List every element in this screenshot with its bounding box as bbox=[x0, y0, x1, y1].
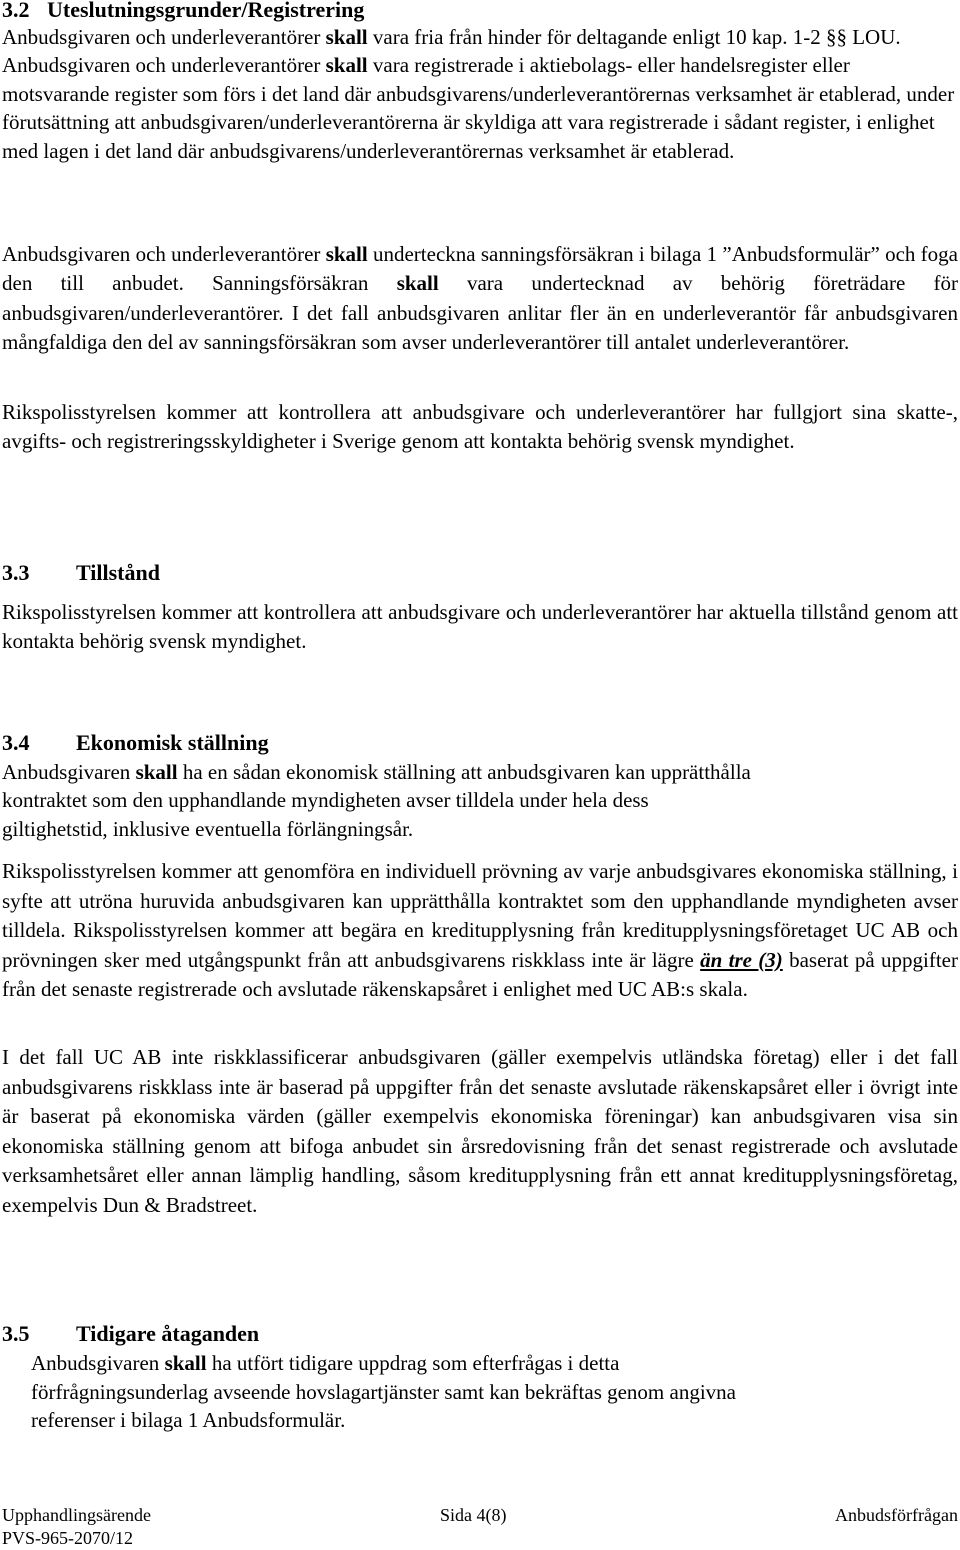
paragraph-riskklassificering: I det fall UC AB inte riskklassificerar anbudsgivaren (gäller exempelvis utländska företag) eller i det fall anbudsgivarens riskklass inte är baserad på uppgifter från det senaste avslutade räkenskapsåret eller i övrigt inte är baserat på ekonomiska värden (gäller exempelvis ekonomiska föreningar) kan anbudsgivaren visa sin ekonomiska ställning genom att bifoga anbudet sin årsredovisning från det senast registrerade och avslutade verksamhetsåret eller annan lämplig handling, såsom kreditupplysning från ett annat kreditupplysningsföretag, exempelvis Dun & Bradstreet. bbox=[2, 1045, 958, 1217]
emphasis-skall: skall bbox=[396, 271, 439, 296]
section-title: Ekonomisk ställning bbox=[76, 730, 269, 755]
emphasis-riskklass: än tre (3) bbox=[700, 947, 783, 972]
emphasis-skall: skall bbox=[325, 53, 368, 78]
page-number: Sida 4(8) bbox=[440, 1505, 507, 1525]
footer-right: Anbudsförfrågan bbox=[835, 1505, 958, 1525]
section-number: 3.5 bbox=[2, 1321, 30, 1346]
section-heading-3-5 bbox=[2, 1322, 958, 1346]
page-footer bbox=[2, 1503, 958, 1527]
paragraph-tillstand: Rikspolisstyrelsen kommer att kontrollera att anbudsgivare och underleverantörer har aktuella tillstånd genom att kontakta behörig svensk myndighet. bbox=[2, 600, 958, 654]
section-title: Tidigare åtaganden bbox=[76, 1321, 260, 1346]
section-heading-3-4 bbox=[2, 731, 958, 755]
paragraph-tidigare-uppdrag: Anbudsgivaren skall ha utfört tidigare uppdrag som efterfrågas i detta förfrågningsunderlag avseende hovslagartjänster samt kan bekräftas genom angivna referenser i bilaga 1 Anbudsformulär. bbox=[31, 1351, 736, 1433]
section-number: 3.4 bbox=[2, 730, 30, 755]
paragraph-ekonomisk-krav: Anbudsgivaren skall ha en sådan ekonomisk ställning att anbudsgivaren kan upprätthålla kontraktet som den upphandlande myndigheten avser tilldela under hela dess giltighetstid, inklusive eventuella förlängningsår. bbox=[2, 760, 751, 841]
section-title: Tillstånd bbox=[76, 560, 160, 585]
emphasis-skall: skall bbox=[135, 760, 178, 784]
section-heading-3-3 bbox=[2, 561, 958, 585]
section-title: Uteslutningsgrunder/Registrering bbox=[47, 0, 365, 22]
paragraph-kreditupplysning: Rikspolisstyrelsen kommer att genomföra en individuell prövning av varje anbudsgivares ekonomiska ställning, i syfte att utröna huruvida anbudsgivaren kan upprätthålla kontraktet som den upphandlande myndigheten avser tilldela. Rikspolisstyrelsen kommer att begära en kreditupplysning från kreditupplysningsföretaget UC AB och prövningen sker med utgångspunkt från att anbudsgivarens riskklass inte är lägre än tre (3) baserat på uppgifter från det senaste registrerade och avslutade räkenskapsåret i enlighet med UC AB:s skala. bbox=[2, 859, 958, 1001]
emphasis-skall: skall bbox=[325, 242, 368, 266]
section-number: 3.3 bbox=[2, 560, 30, 585]
document-reference: PVS-965-2070/12 bbox=[2, 1528, 134, 1548]
paragraph-registration: Anbudsgivaren och underleverantörer skall vara fria från hinder för deltagande enligt 10 kap. 1-2 §§ LOU. Anbudsgivaren och underleverantörer skall vara registrerade i aktiebolags- eller handelsregister eller motsvarande register som förs i det land där anbudsgivarens/underleverantörernas verksamhet är etablerad, under förutsättning att anbudsgivaren/underleverantörerna är skyldiga att vara registrerade i sådant register, i enlighet med lagen i det land där anbudsgivarens/underleverantörernas verksamhet är etablerad. bbox=[2, 25, 955, 163]
paragraph-skatter-kontroll: Rikspolisstyrelsen kommer att kontrollera att anbudsgivare och underleverantörer har fullgjort sina skatte-, avgifts- och registreringsskyldigheter i Sverige genom att kontakta behörig svensk myndighet. bbox=[2, 400, 958, 454]
footer-left: Upphandlingsärende bbox=[2, 1505, 151, 1525]
emphasis-skall: skall bbox=[325, 25, 368, 49]
emphasis-skall: skall bbox=[164, 1351, 207, 1375]
section-number: 3.2 bbox=[2, 0, 30, 22]
paragraph-sanningsforsakran: Anbudsgivaren och underleverantörer skall underteckna sanningsförsäkran i bilaga 1 ”Anbudsformulär” och foga den till anbudet. Sanningsförsäkran skall vara undertecknad av behörig företrädare för anbudsgivaren/underleverantörer. I det fall anbudsgivaren anlitar fler än en underleverantör får anbudsgivaren mångfaldiga den del av sanningsförsäkran som avser underleverantörer till antalet underleverantörer. bbox=[2, 242, 959, 354]
section-heading-3-2 bbox=[2, 0, 958, 22]
